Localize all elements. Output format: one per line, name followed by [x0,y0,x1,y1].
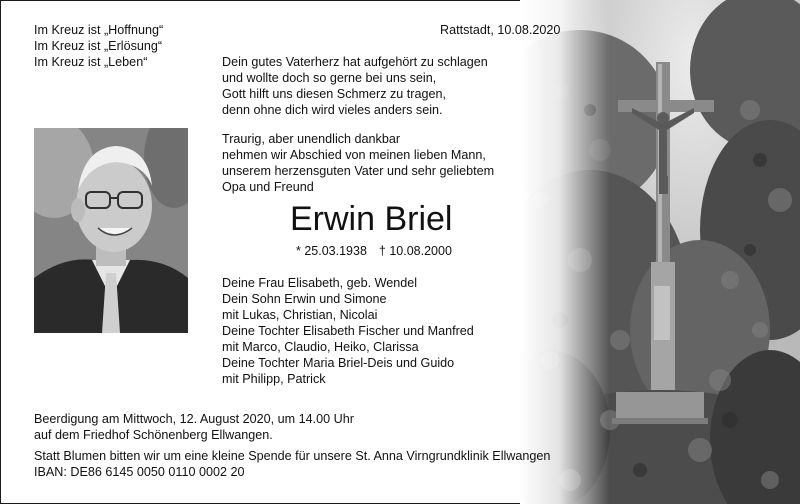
family-line: Dein Sohn Erwin und Simone [222,292,387,306]
funeral-line: auf dem Friedhof Schönenberg Ellwangen. [34,428,273,442]
poem-line: denn ohne dich wird vieles anders sein. [222,103,443,117]
poem-block [222,54,488,118]
family-line: Deine Frau Elisabeth, geb. Wendel [222,276,418,290]
intro-line: unserem herzensguten Vater und sehr geliebtem [222,164,495,178]
donation-line: Statt Blumen bitten wir um eine kleine Spende für unsere St. Anna Virngrundklinik Ellwangen [34,449,551,463]
motto-block [34,22,163,70]
funeral-line: Beerdigung am Mittwoch, 12. August 2020, um 14.00 Uhr [34,412,354,426]
intro-line: Opa und Freund [222,180,314,194]
intro-line: nehmen wir Abschied von meinen lieben Mann, [222,148,486,162]
place-date: Rattstadt, 10.08.2020 [440,23,561,37]
life-dates [296,243,452,259]
intro-block [222,131,494,195]
poem-line: Dein gutes Vaterherz hat aufgehört zu schlagen [222,55,488,69]
motto-line: Im Kreuz ist „Leben“ [34,55,148,69]
family-line: mit Philipp, Patrick [222,372,326,386]
death-date: † 10.08.2000 [378,244,452,258]
family-line: Deine Tochter Maria Briel-Deis und Guido [222,356,455,370]
poem-line: und wollte doch so gerne bei uns sein, [222,71,437,85]
birth-date: * 25.03.1938 [296,244,367,258]
family-line: mit Lukas, Christian, Nicolai [222,308,378,322]
poem-line: Gott hilft uns diesen Schmerz zu tragen, [222,87,447,101]
motto-line: Im Kreuz ist „Erlösung“ [34,39,163,53]
iban-line: IBAN: DE86 6145 0050 0110 0002 20 [34,465,245,479]
deceased-name: Erwin Briel [290,200,453,238]
funeral-info [34,411,354,443]
wayside-cross-photo [520,0,800,504]
family-line: Deine Tochter Elisabeth Fischer und Manfred [222,324,474,338]
family-line: mit Marco, Claudio, Heiko, Clarissa [222,340,419,354]
donation-info [34,448,550,480]
portrait-photo [34,128,188,333]
family-list [222,275,474,387]
motto-line: Im Kreuz ist „Hoffnung“ [34,23,164,37]
intro-line: Traurig, aber unendlich dankbar [222,132,401,146]
